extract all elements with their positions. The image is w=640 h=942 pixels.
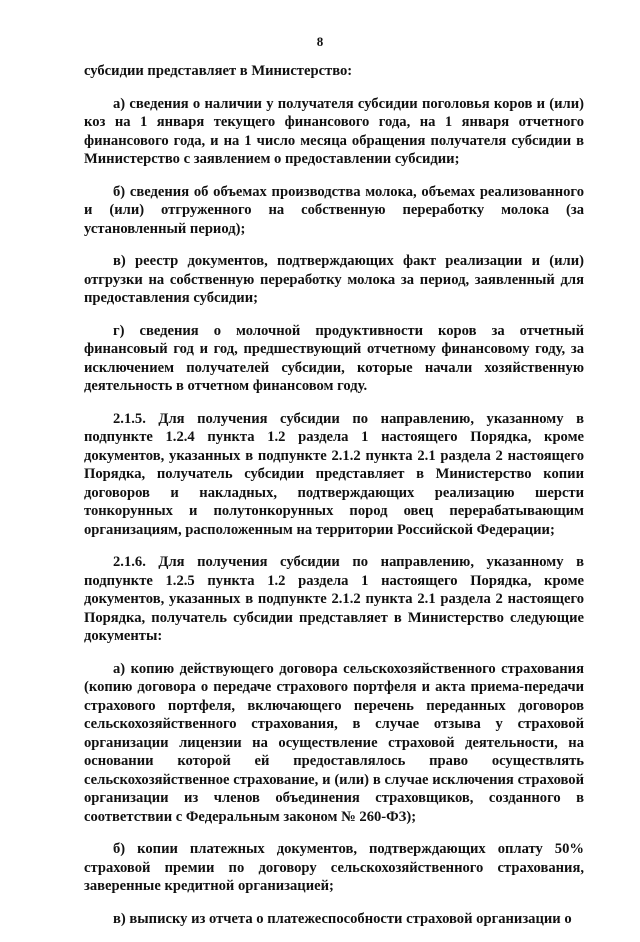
paragraph-item-g-productivity: г) сведения о молочной продуктивности коров за отчетный финансовый год и год, предшествующий отчетному финансовому году, за исключением получателей субсидии, которые начали хозяйственную деятельность в отчетном финансовом году. xyxy=(84,322,584,394)
paragraph-item-b-milk-volume: б) сведения об объемах производства молока, объемах реализованного и (или) отгруженного на собственную переработку молока (за установленный период); xyxy=(84,183,584,237)
paragraph-item-a-livestock: а) сведения о наличии у получателя субсидии поголовья коров и (или) коз на 1 января текущего финансового года, на 1 января отчетного финансового года, и на 1 число месяца обращения получателя субсидии в Министерство с заявлением о предоставлении субсидии; xyxy=(84,95,584,167)
page-number: 8 xyxy=(316,34,324,49)
paragraph-item-b-payment-docs: б) копии платежных документов, подтверждающих оплату 50% страховой премии по договору сельскохозяйственного страхования, заверенные кредитной организацией; xyxy=(84,841,584,894)
paragraph-item-v-registry: в) реестр документов, подтверждающих факт реализации и (или) отгрузки на собственную переработку молока за период, заявленный для предоставления субсидии; xyxy=(84,253,584,306)
paragraph-clause-2-1-5: 2.1.5. Для получения субсидии по направлению, указанному в подпункте 1.2.4 пункта 1.2 раздела 1 настоящего Порядка, кроме документов, указанных в подпункте 2.1.2 пункта 2.1 раздела 2 настоящего Порядка, получатель субсидии представляет в Министерство копии договоров и накладных, подтверждающих реализацию шерсти тонкорунных и полутонкорунных пород овец перерабатывающим организациям, расположенным на территории Российской Федерации; xyxy=(84,410,584,538)
paragraph-item-a-insurance-contract: а) копию действующего договора сельскохозяйственного страхования (копию договора о передаче страхового портфеля и акта приема-передачи страхового портфеля, включающего перечень переданных договоров сельскохозяйственного страхования, в случае отзыва у страховой организации лицензии на осуществление страховой деятельности, на основании которой ей предоставлялось право осуществлять сельскохозяйственное страхование, и (или) в случае исключения страховой организации из членов объединения страховщиков, созданного в соответствии с Федеральным законом № 260-ФЗ); xyxy=(84,660,584,825)
paragraph-clause-2-1-6: 2.1.6. Для получения субсидии по направлению, указанному в подпункте 1.2.5 пункта 1.2 раздела 1 настоящего Порядка, кроме документов, указанных в подпункте 2.1.2 пункта 2.1 раздела 2 настоящего Порядка, получатель субсидии представляет в Министерство следующие документы: xyxy=(84,554,584,644)
paragraph-item-v-solvency-report: в) выписку из отчета о платежеспособности страховой организации о xyxy=(113,910,572,927)
paragraph-continuation: субсидии представляет в Министерство: xyxy=(84,63,353,79)
document-body xyxy=(84,62,584,942)
